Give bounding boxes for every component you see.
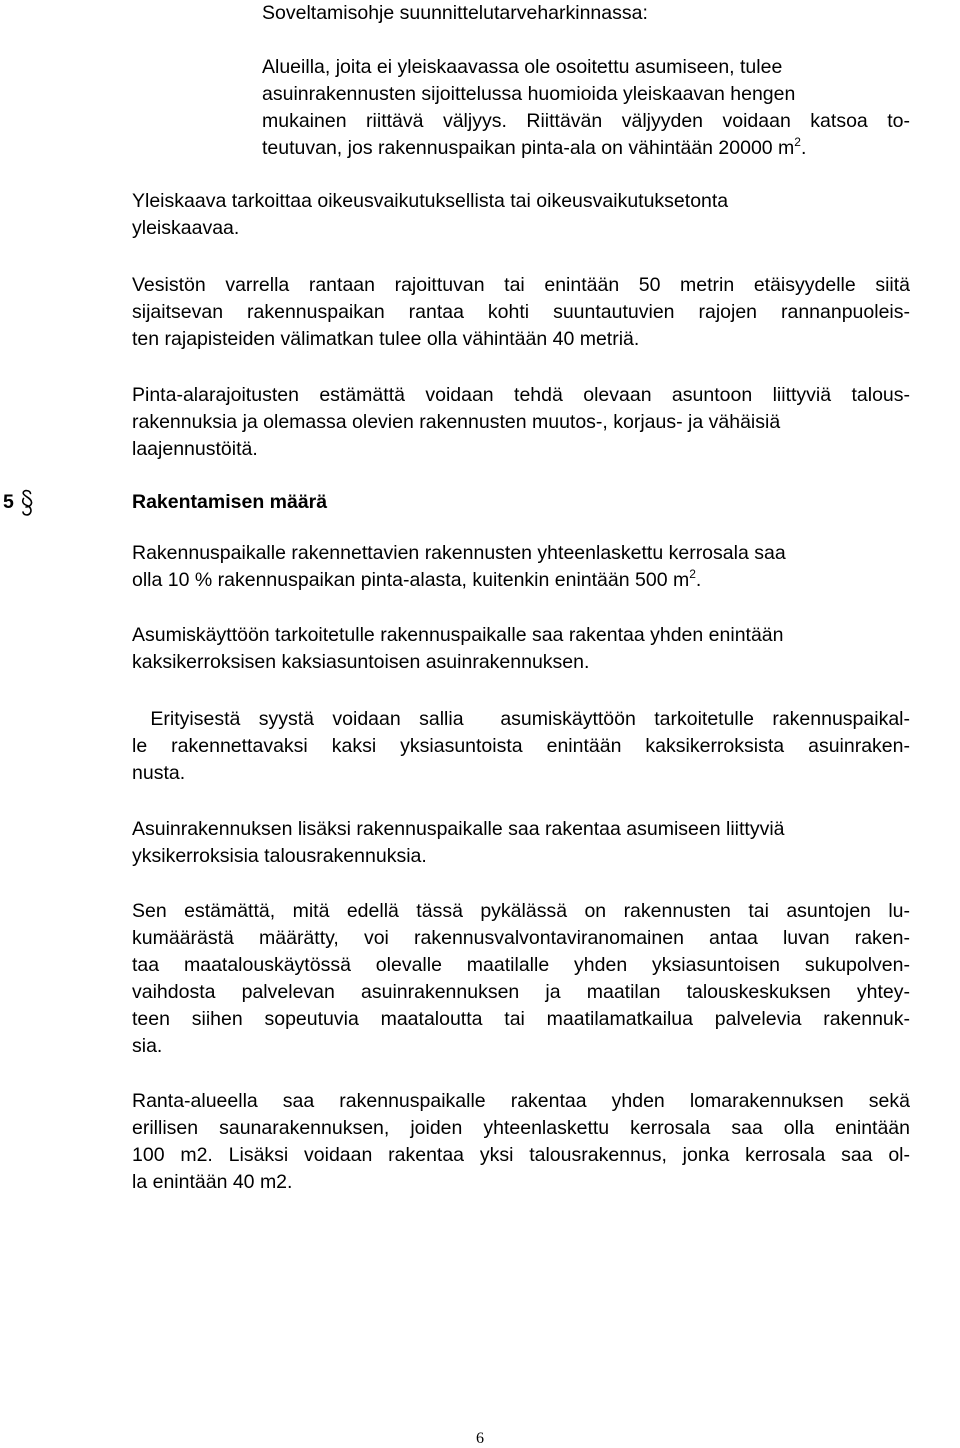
text-line: teen siihen sopeutuvia maataloutta tai maatilamatkailua palvelevia rakennuk- [132, 1008, 910, 1030]
text-line: 100 m2. Lisäksi voidaan rakentaa yksi talousrakennus, jonka kerrosala saa ol- [132, 1144, 910, 1166]
paragraph-master-plan [132, 188, 892, 242]
superscript: 2 [794, 135, 801, 149]
text-line: rakennuksia ja olemassa olevien rakennusten muutos-, korjaus- ja vähäisiä [132, 411, 781, 433]
paragraph-shore-area [132, 1088, 910, 1196]
text-line: nusta. [132, 762, 186, 784]
text-line: Asuinrakennuksen lisäksi rakennuspaikalle saa rakentaa asumiseen liittyviä [132, 818, 785, 840]
paragraph-residential [132, 622, 912, 676]
text-line: sia. [132, 1035, 163, 1057]
paragraph-floor-area [132, 540, 912, 594]
text-line: Vesistön varrella rantaan rajoittuvan tai enintään 50 metrin etäisyydelle siitä [132, 274, 910, 296]
text-line: mukainen riittävä väljyys. Riittävän väljyyden voidaan katsoa to- [262, 110, 910, 132]
intro-heading: Soveltamisohje suunnittelutarveharkinnassa: [262, 2, 648, 24]
text-line: Asumiskäyttöön tarkoitetulle rakennuspaikalle saa rakentaa yhden enintään [132, 624, 784, 646]
text-line: vaihdosta palvelevan asuinrakennuksen ja maatilan talouskeskuksen yhtey- [132, 981, 910, 1003]
paragraph-area-limits [132, 382, 910, 463]
text-line: le rakennettavaksi kaksi yksiasuntoista enintään kaksikerroksista asuinraken- [132, 735, 910, 757]
text-line: olla 10 % rakennuspaikan pinta-alasta, kuitenkin enintään 500 $m^2$. [132, 567, 702, 591]
text-line: taa maatalouskäytössä olevalle maatilalle yhden yksiasuntoisen sukupolven- [132, 954, 910, 976]
text-line: yleiskaavaa. [132, 217, 240, 239]
text-line: erillisen saunarakennuksen, joiden yhteenlaskettu kerrosala saa olla enintään [132, 1117, 910, 1139]
section-heading [0, 489, 960, 519]
text-line: kaksikerroksisen kaksiasuntoisen asuinrakennuksen. [132, 651, 590, 673]
paragraph-shoreline [132, 272, 910, 353]
paragraph-generational-change [132, 898, 910, 1060]
paragraph-special-reason [132, 706, 910, 787]
text-line: Yleiskaava tarkoittaa oikeusvaikutuksellista tai oikeusvaikutuksetonta [132, 190, 729, 212]
text-line: Erityisestä syystä voidaan sallia asumiskäyttöön tarkoitetulle rakennuspaikal- [132, 708, 910, 730]
text-line: Ranta-alueella saa rakennuspaikalle rakentaa yhden lomarakennuksen sekä [132, 1090, 910, 1112]
paragraph-outbuildings [132, 816, 912, 870]
text-line: Rakennuspaikalle rakennettavien rakennusten yhteenlaskettu kerrosala saa [132, 542, 786, 564]
text-line: kumäärästä määrätty, voi rakennusvalvontaviranomainen antaa luvan raken- [132, 927, 910, 949]
text-line: yksikerroksisia talousrakennuksia. [132, 845, 427, 867]
superscript: 2 [689, 567, 696, 581]
text-line: Alueilla, joita ei yleiskaavassa ole osoitettu asumiseen, tulee [262, 56, 783, 78]
text-line: Sen estämättä, mitä edellä tässä pykälässä on rakennusten tai asuntojen lu- [132, 900, 910, 922]
guidance-paragraph [262, 54, 910, 162]
text-line: asuinrakennusten sijoittelussa huomioida yleiskaavan hengen [262, 83, 796, 105]
text-line: Pinta-alarajoitusten estämättä voidaan tehdä olevaan asuntoon liittyviä talous- [132, 384, 910, 406]
section-title: Rakentamisen määrä [132, 491, 328, 513]
text-line: sijaitsevan rakennuspaikan rantaa kohti suuntautuvien rajojen rannanpuoleis- [132, 301, 910, 323]
page-number: 6 [476, 1430, 484, 1447]
section-number: 5 [3, 491, 14, 513]
text-line: laajennustöitä. [132, 438, 258, 460]
text-line: la enintään 40 m2. [132, 1171, 293, 1193]
text-line: ten rajapisteiden välimatkan tulee olla vähintään 40 metriä. [132, 328, 640, 350]
section-sign-icon [19, 487, 35, 519]
text-line: teutuvan, jos rakennuspaikan pinta-ala on vähintään 20000 $m^2$. [262, 135, 807, 159]
